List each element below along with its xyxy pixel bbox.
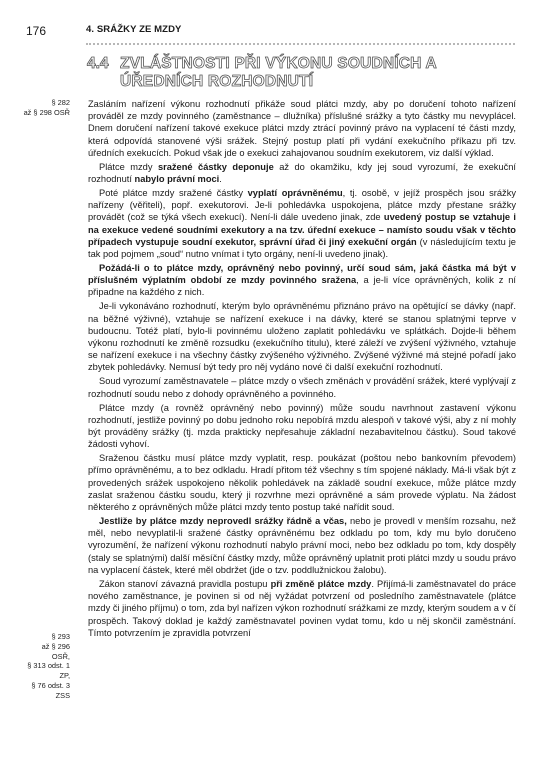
body-paragraph — [88, 300, 516, 373]
body-paragraph — [88, 452, 516, 513]
page-number: 176 — [26, 24, 47, 38]
paragraph-text: Zákon stanoví závazná pravidla postupu — [99, 578, 271, 589]
running-head: 4. SRÁŽKY ZE MZDY — [86, 24, 182, 35]
body-paragraph — [88, 578, 516, 639]
emphasis-text: uvedený postup se vztahuje i na exekuce vedené soudními exekutory a na tzv. úřední exekuce – namísto soudu však v těchto případech vystupuje soudní exekutor, správní úřad či jiný exekuční orgán — [88, 212, 516, 247]
paragraph-text: . — [219, 174, 222, 185]
body-paragraph — [88, 515, 516, 576]
paragraph-text: až do okamžiku, kdy jej soud vyrozumí, že exekuční rozhodnutí — [88, 161, 517, 185]
paragraph-text: . Přijímá-li zaměstnavatel do práce nového zaměstnance, je povinen si od něj vyžádat potvrzení od posledního zaměstnavatele (plátce mzdy či jiného příjmu) o tom, zda byl nařízen výkon rozhodnutí srážkami ze mzdy, kterým soudem a v čí prospěch. Takový doklad je každý zaměstnavatel povinen vydat tomu, kdo u něj skončil zaměstnání. Tímto potvrzením je zpravidla potvrzení — [88, 578, 516, 638]
emphasis-text: vyplatí oprávněnému — [247, 188, 343, 199]
paragraph-text: Zasláním nařízení výkonu rozhodnutí přikáže soud plátci mzdy, aby po doručení tohoto nařízení prováděl ze mzdy povinného (zaměstnance – dlužníka) příslušné srážky a tyto částky mu nevyplácel. Dnem doručení nařízení takové exekuce plátci mzdy ztrácí povinný právo na vyplacení té části mzdy, která odpovídá stanovené výši srážek. Stejný postup platí při vydání exekučního příkazu při tzv. úředních exekucích. Pokud však jde o exekuci zahajovanou soudním exekutorem, viz další výklad. — [88, 99, 516, 158]
margin-note-line: až § 298 OSŘ — [23, 107, 70, 117]
paragraph-text: nebo je provedl v menším rozsahu, než měl, nebo nevyplatil-li sražené částky oprávněnému bez odkladu po tom, kdy mu bylo doručeno vyrozumění, že nařízení výkonu rozhodnutí nabylo právní moci, nebo bez odkladu po tom, kdy dospěly (staly se splatnými) další měsíční částky mzdy, může oprávněný uplatnit proti plátci mzdy u soudu právo na vyplacení částek, které měl obdržet (jde o tzv. poddlužnickou žalobu). — [88, 516, 516, 575]
section-title: ZVLÁŠTNOSTI PŘI VÝKONU SOUDNÍCH A ÚŘEDNÍCH ROZHODNUTÍ — [120, 55, 437, 90]
body-paragraph — [88, 187, 516, 260]
paragraph-text: , tj. osobě, v jejíž prospěch jsou srážky nařízeny (věřiteli), popř. exekutorovi. Je-li pohledávka uspokojena, plátce mzdy přestane srážky provádět (což se týká všech exekucí). Není-li dále uvedeno jinak, zde — [88, 188, 517, 223]
paragraph-text: Plátce mzdy (a rovněž oprávněný nebo povinný) může soudu navrhnout zastavení výkonu rozhodnutí, jestliže povinný po dobu jednoho roku nepobírá mzdu alespoň v takové výši, aby z ní mohly být prováděny srážky (tj. mzda prakticky nepřesahuje základní nezabavitelnou částku). Soud takové žádosti vyhoví. — [88, 402, 516, 450]
paragraph-text: Soud vyrozumí zaměstnavatele – plátce mzdy o všech změnách v provádění srážek, které vyplývají z rozhodnutí soudu nebo z dohody oprávněného a povinného. — [88, 376, 516, 399]
paragraph-text: , a je-li více oprávněných, kolik z ní připadne na každého z nich. — [88, 275, 516, 298]
body-paragraph — [88, 402, 516, 451]
margin-note-line: § 282 — [51, 98, 70, 107]
paragraph-text: Sraženou částku musí plátce mzdy vyplatit, resp. poukázat (poštou nebo bankovním převodem) přímo oprávněnému, a to bez odkladu. Hradí přitom též všechny s tím spojené náklady. Má-li však být z provedených srážek uspokojeno několik pohledávek na základě soudní exekuce, může plátce mzdy zaslat sraženou částku soudu, který ji rozvrhne mezi oprávněné a sám provede výplatu. Na žádost některého z oprávněných může plátci mzdy tento postup také nařídit soud. — [88, 453, 516, 513]
emphasis-text: sražené částky deponuje — [157, 161, 274, 172]
emphasis-text: Jestliže by plátce mzdy neprovedl srážky řádně a včas, — [99, 516, 347, 527]
margin-note-2 — [22, 632, 70, 701]
emphasis-text: při změně plátce mzdy — [270, 578, 372, 589]
section-number: 4.4 — [87, 55, 109, 72]
body-text — [88, 98, 516, 641]
body-paragraph — [88, 98, 516, 159]
paragraph-text: Poté plátce mzdy sražené částky — [99, 188, 248, 199]
body-paragraph — [88, 375, 516, 399]
dotted-rule — [86, 43, 515, 45]
paragraph-text: Plátce mzdy — [99, 161, 158, 172]
margin-note-line: § 76 odst. 3 ZSS — [31, 680, 70, 700]
margin-note-line: § 313 odst. 1 ZP, — [27, 661, 70, 681]
emphasis-text: Požádá-li o to plátce mzdy, oprávněný nebo povinný, určí soud sám, jaká částka má být v příslušném výplatním období ze mzdy povinného sražena — [88, 263, 516, 286]
paragraph-text: Je-li vykonáváno rozhodnutí, kterým bylo oprávněnému přiznáno právo na opětující se dávky (např. na běžné výživné), vztahuje se nařízení exekuce i na dávky, které se stanou splatnými teprve v budoucnu. Totéž platí, bylo-li povinnému uloženo zaplatit pohledávku ve splátkách. Dojde-li během výkonu rozhodnutí ke změně rozsudku (exekučního titulu), které záleží ve zvýšení výživného, vztahuje se nařízení exekuce i na všechny částky zvýšeného výživného. Zvýšené výživné má stejné pořadí jako zbytek pohledávky. Nemusí být tedy pro něj vydáno nové či další exekuční rozhodnutí. — [88, 301, 516, 373]
emphasis-text: nabylo právní moci — [134, 174, 220, 185]
paragraph-text: (v následujícím textu je tak pod pojmem „soud“ nutno vnímat i tyto orgány, není-li uvedeno jinak). — [88, 236, 516, 260]
body-paragraph — [88, 161, 516, 185]
margin-note-1 — [22, 98, 70, 118]
body-paragraph — [88, 262, 516, 299]
margin-note-line: § 293 — [51, 632, 70, 641]
margin-note-line: až § 296 OSŘ, — [41, 641, 70, 661]
